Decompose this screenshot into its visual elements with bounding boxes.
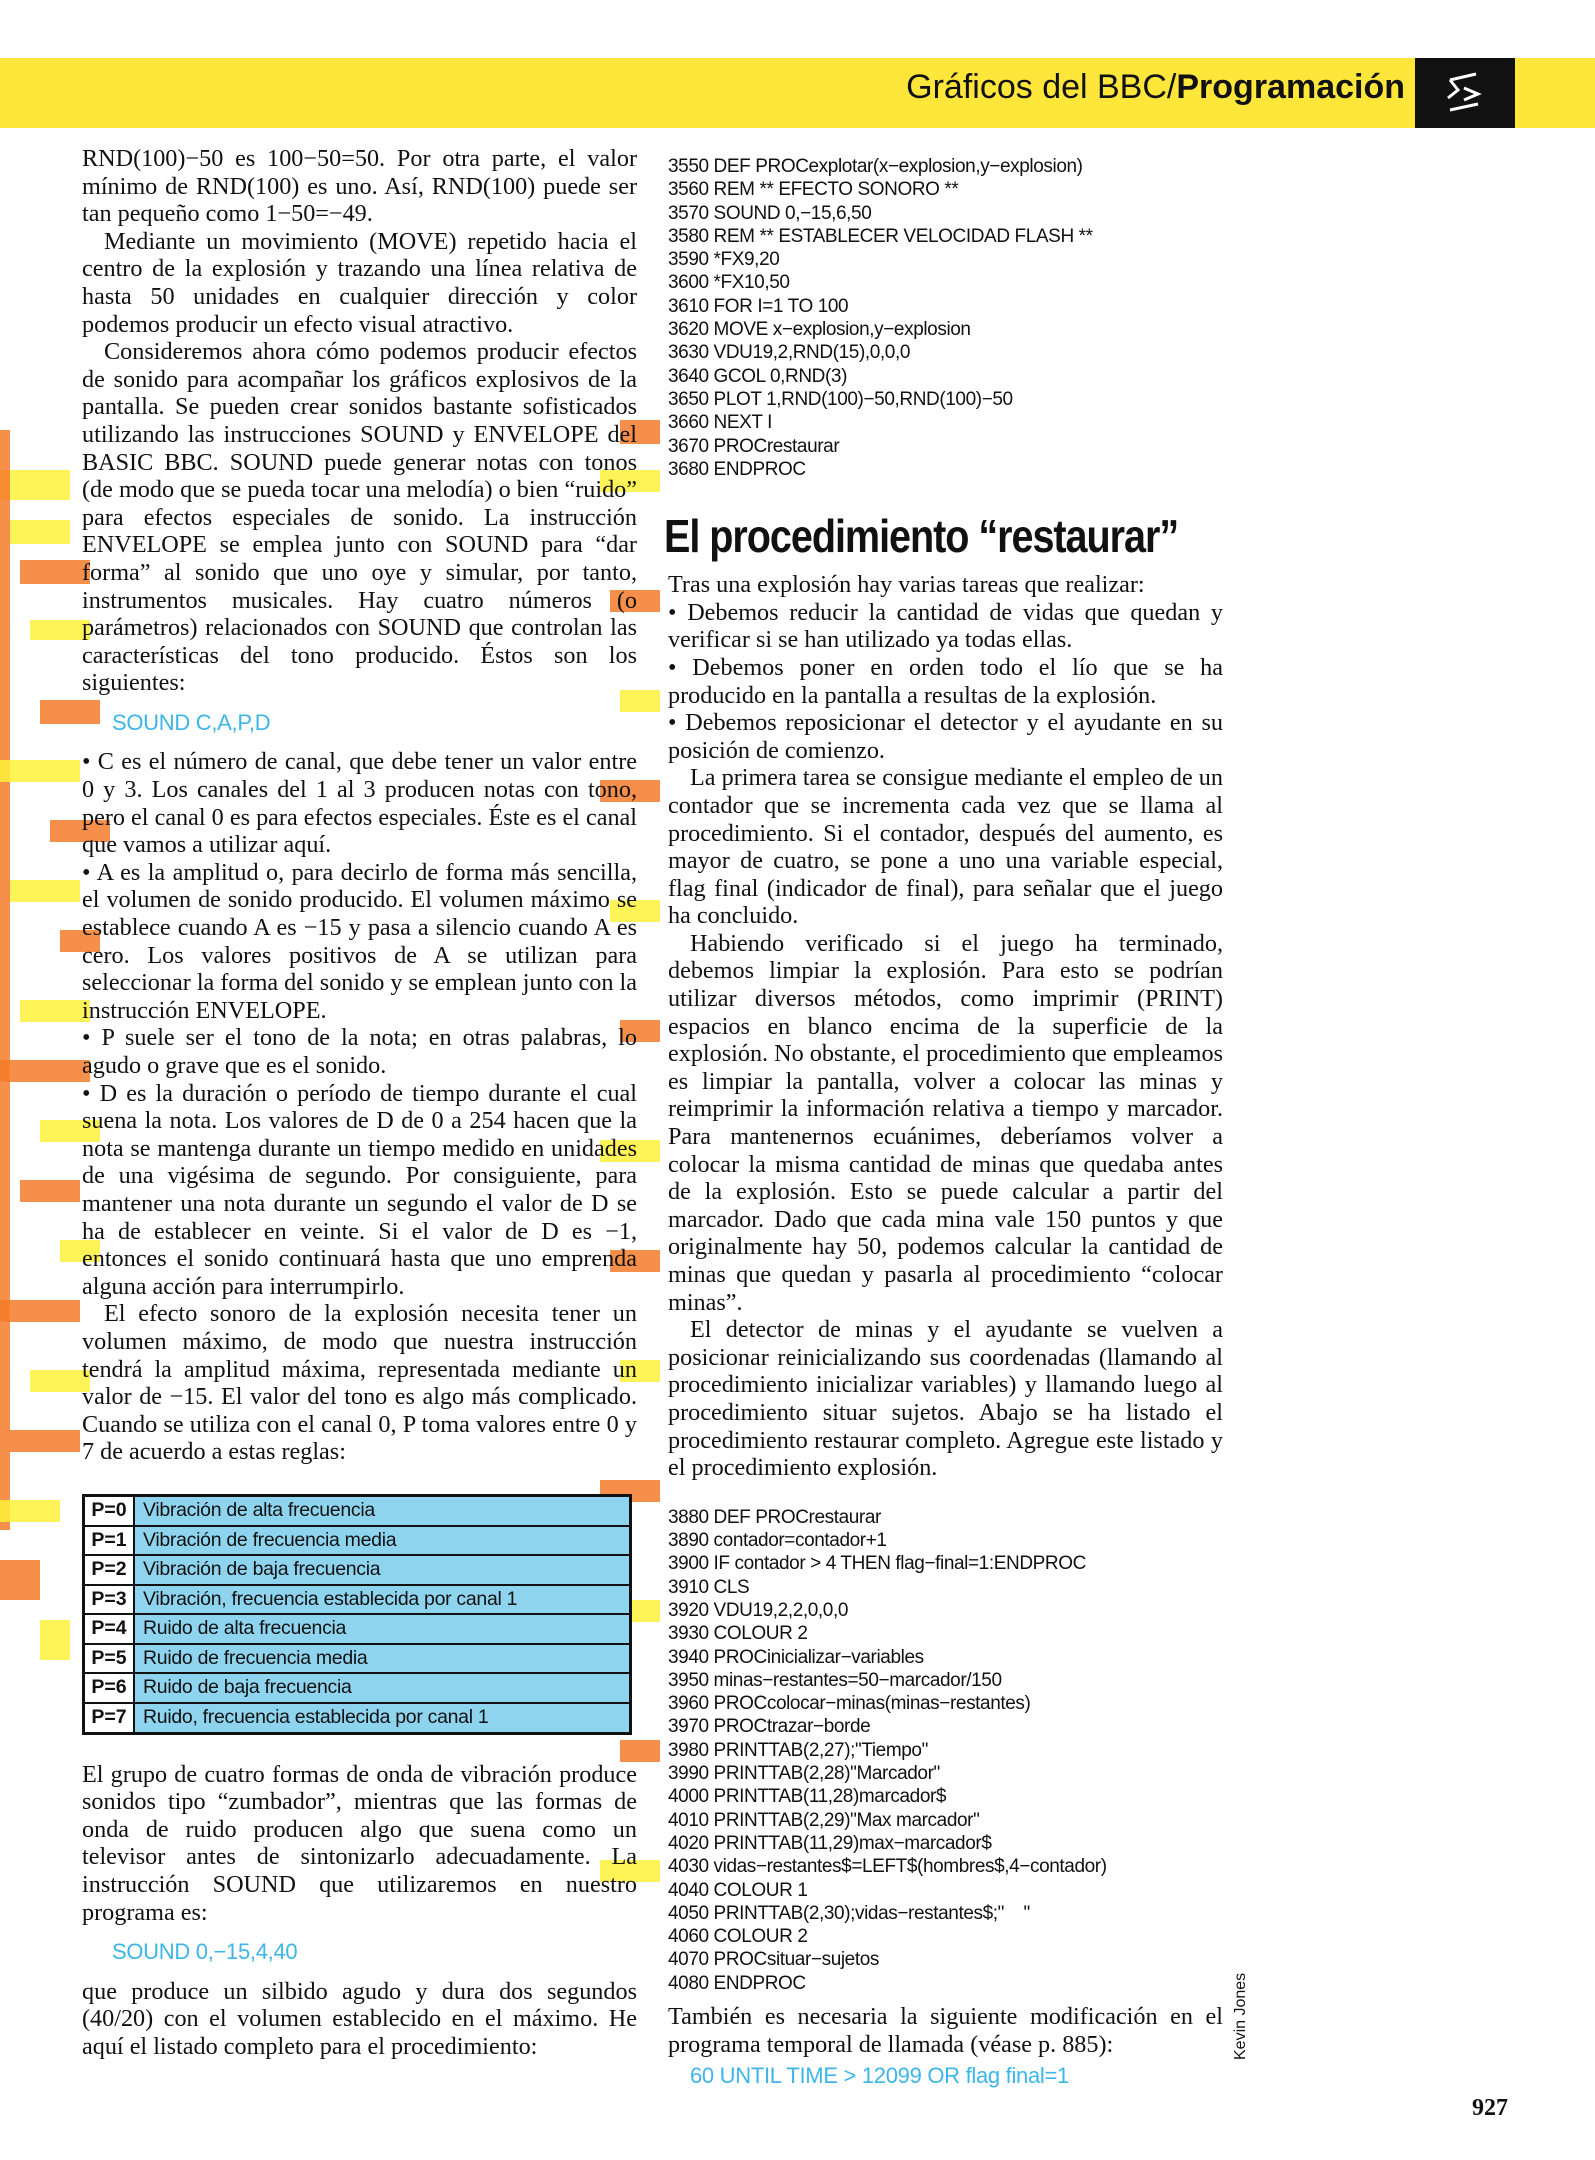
header-title (906, 68, 1405, 107)
paragraph: Consideremos ahora cómo podemos producir efectos de sonido para acompañar los gráficos explosivos de la pantalla. Se pueden crear sonidos bastante sofisticados utilizando las instrucciones SOUND y ENVELOPE del BASIC BBC. SOUND puede generar notas con tonos (de modo que se pueda tocar una melodía) o bien “ruido” para efectos especiales de sonido. La instrucción ENVELOPE se emplea junto con SOUND para “dar forma” al sonido que uno oye y simular, por tanto, instrumentos musicales. Hay cuatro números (o parámetros) relacionados con SOUND que controlan las características del tono producido. Éstos son los siguientes: (82, 338, 637, 697)
table-key: P=7 (84, 1703, 135, 1733)
table-key: P=5 (84, 1644, 135, 1674)
table-value: Vibración de alta frecuencia (134, 1495, 631, 1525)
bullet-channel: • C es el número de canal, que debe tener un valor entre 0 y 3. Los canales del 1 al 3 producen notas con tono, pero el canal 0 es para efectos especiales. Éste es el canal que vamos a utilizar aquí. (82, 748, 637, 859)
paragraph: El grupo de cuatro formas de onda de vibración produce sonidos tipo “zumbador”, mientras que las formas de onda de ruido producen algo que suena como un televisor antes de sintonizarlo adecuadamente. La instrucción SOUND que utilizaremos en nuestro programa es: (82, 1760, 637, 1926)
bullet-item: • Debemos poner en orden todo el lío que se ha producido en la pantalla a resultas de la explosión. (668, 653, 1223, 709)
table-key: P=4 (84, 1614, 135, 1644)
table-value: Ruido de alta frecuencia (134, 1614, 631, 1644)
section-heading: El procedimiento “restaurar” (664, 510, 1179, 563)
paragraph: Mediante un movimiento (MOVE) repetido hacia el centro de la explosión y trazando una línea relativa de hasta 50 unidades en cualquier dirección y color podemos producir un efecto visual atractivo. (82, 227, 637, 338)
table-value: Vibración de frecuencia media (134, 1526, 631, 1556)
paragraph: El detector de minas y el ayudante se vuelven a posicionar reinicializando sus coordenadas (llamando al procedimiento inicializar variables) y llamando luego al procedimiento situar sujetos. Abajo se ha listado el procedimiento restaurar completo. Agregue este listado y el procedimiento explosión. (668, 1316, 1223, 1482)
paragraph: También es necesaria la siguiente modificación en el programa temporal de llamada (véase p. 885): (668, 2002, 1223, 2058)
table-key: P=0 (84, 1495, 135, 1525)
sound-command: SOUND 0,−15,4,40 (112, 1939, 298, 1965)
paragraph: RND(100)−50 es 100−50=50. Por otra parte, el valor mínimo de RND(100) es uno. Así, RND(100) puede ser tan pequeño como 1−50=−49. (82, 145, 637, 228)
table-key: P=1 (84, 1526, 135, 1556)
table-value: Ruido de frecuencia media (134, 1644, 631, 1674)
table-row (84, 1526, 631, 1556)
table-row (84, 1585, 631, 1615)
table-value: Ruido de baja frecuencia (134, 1673, 631, 1703)
left-column (82, 145, 637, 2061)
table-row (84, 1495, 631, 1525)
right-column (664, 155, 1223, 2090)
sound-syntax: SOUND C,A,P,D (112, 709, 271, 735)
table-key: P=2 (84, 1555, 135, 1585)
table-row (84, 1673, 631, 1703)
header-category: Programación (1176, 68, 1405, 106)
bullet-pitch: • P suele ser el tono de la nota; en otras palabras, lo agudo o grave que es el sonido. (82, 1024, 637, 1079)
header-section: Gráficos del BBC/ (906, 68, 1177, 106)
pitch-table (82, 1494, 632, 1735)
table-value: Vibración, frecuencia establecida por canal 1 (134, 1585, 631, 1615)
table-value: Ruido, frecuencia establecida por canal 1 (134, 1703, 631, 1733)
modification-line: 60 UNTIL TIME > 12099 OR flag final=1 (690, 2063, 1069, 2089)
paragraph: Tras una explosión hay varias tareas que realizar: (668, 571, 1145, 599)
bullet-item: • Debemos reposicionar el detector y el ayudante en su posición de comienzo. (668, 709, 1223, 764)
table-row (84, 1644, 631, 1674)
table-row (84, 1703, 631, 1733)
series-logo-icon (1415, 58, 1515, 128)
code-listing-restaurar: 3880 DEF PROCrestaurar 3890 contador=contador+1 3900 IF contador > 4 THEN flag−final=1:ENDPROC 3910 CLS 3920 VDU19,2,2,0,0,0 3930 COLOUR 2 3940 PROCinicializar−variables 3950 minas−restantes=50−marcador/150 3960 PROCcolocar−minas(minas−restantes) 3970 PROCtrazar−borde 3980 PRINTTAB(2,27);"Tiempo" 3990 PRINTTAB(2,28)"Marcador" 4000 PRINTTAB(11,28)marcador$ 4010 PRINTTAB(2,29)"Max marcador" 4020 PRINTTAB(11,29)max−marcador$ 4030 vidas−restantes$=LEFT$(hombres$,4−contador) 4040 COLOUR 1 4050 PRINTTAB(2,30);vidas−restantes$;" " 4060 COLOUR 2 4070 PROCsituar−sujetos 4080 ENDPROC (668, 1506, 1107, 1994)
bullet-amplitude: • A es la amplitud o, para decirlo de forma más sencilla, el volumen de sonido producido. El volumen máximo se establece cuando A es −15 y pasa a silencio cuando A es cero. Los valores positivos de A se utilizan para seleccionar la forma del sonido y se emplean junto con la instrucción ENVELOPE. (82, 858, 637, 1024)
table-value: Vibración de baja frecuencia (134, 1555, 631, 1585)
page-number: 927 (1472, 2095, 1508, 2121)
table-row (84, 1555, 631, 1585)
author-credit: Kevin Jones (1232, 1972, 1249, 2060)
paragraph: El efecto sonoro de la explosión necesita tener un volumen máximo, de modo que nuestra instrucción tendrá la amplitud máxima, representada mediante un valor de −15. El valor del tono es algo más complicado. Cuando se utiliza con el canal 0, P toma valores entre 0 y 7 de acuerdo a estas reglas: (82, 1300, 637, 1466)
paragraph: Habiendo verificado si el juego ha terminado, debemos limpiar la explosión. Para esto se podrían utilizar diversos métodos, como imprimir (PRINT) espacios en blanco encima de la superficie de la explosión. No obstante, el procedimiento que empleamos es limpiar la pantalla, volver a colocar las minas y reimprimir la información relativa a tiempo y marcador. Para mantenernos ecuánimes, deberíamos volver a colocar la misma cantidad de minas que quedaba antes de la explosión. Esto se puede calcular a partir del marcador. Dado que cada mina vale 150 puntos y que originalmente hay 50, podemos calcular la cantidad de minas que quedan y pasarla al procedimiento “colocar minas”. (668, 929, 1223, 1316)
table-row (84, 1614, 631, 1644)
table-key: P=6 (84, 1673, 135, 1703)
table-key: P=3 (84, 1585, 135, 1615)
bullet-duration: • D es la duración o período de tiempo durante el cual suena la nota. Los valores de D de 0 a 254 hacen que la nota se mantenga durante un tiempo medido en unidades de una vigésima de segundo. Por consiguiente, para mantener una nota durante un segundo el valor de D se ha de establecer en veinte. Si el valor de D es −1, entonces el sonido continuará hasta que uno emprenda alguna acción para interrumpirlo. (82, 1079, 637, 1300)
paragraph: que produce un silbido agudo y dura dos segundos (40/20) con el volumen establecido en el máximo. He aquí el listado completo para el procedimiento: (82, 1977, 637, 2060)
code-listing-explotar: 3550 DEF PROCexplotar(x−explosion,y−explosion) 3560 REM ** EFECTO SONORO ** 3570 SOUND 0,−15,6,50 3580 REM ** ESTABLECER VELOCIDAD FLASH ** 3590 *FX9,20 3600 *FX10,50 3610 FOR I=1 TO 100 3620 MOVE x−explosion,y−explosion 3630 VDU19,2,RND(15),0,0,0 3640 GCOL 0,RND(3) 3650 PLOT 1,RND(100)−50,RND(100)−50 3660 NEXT I 3670 PROCrestaurar 3680 ENDPROC (668, 156, 1093, 480)
paragraph: La primera tarea se consigue mediante el empleo de un contador que se incrementa cada vez que se llama al procedimiento. Si el contador, después del aumento, es mayor de cuatro, se pone a uno una variable especial, flag final (indicador de final), para señalar que el juego ha concluido. (668, 764, 1223, 930)
bullet-item: • Debemos reducir la cantidad de vidas que quedan y verificar si se han utilizado ya todas ellas. (668, 598, 1223, 654)
